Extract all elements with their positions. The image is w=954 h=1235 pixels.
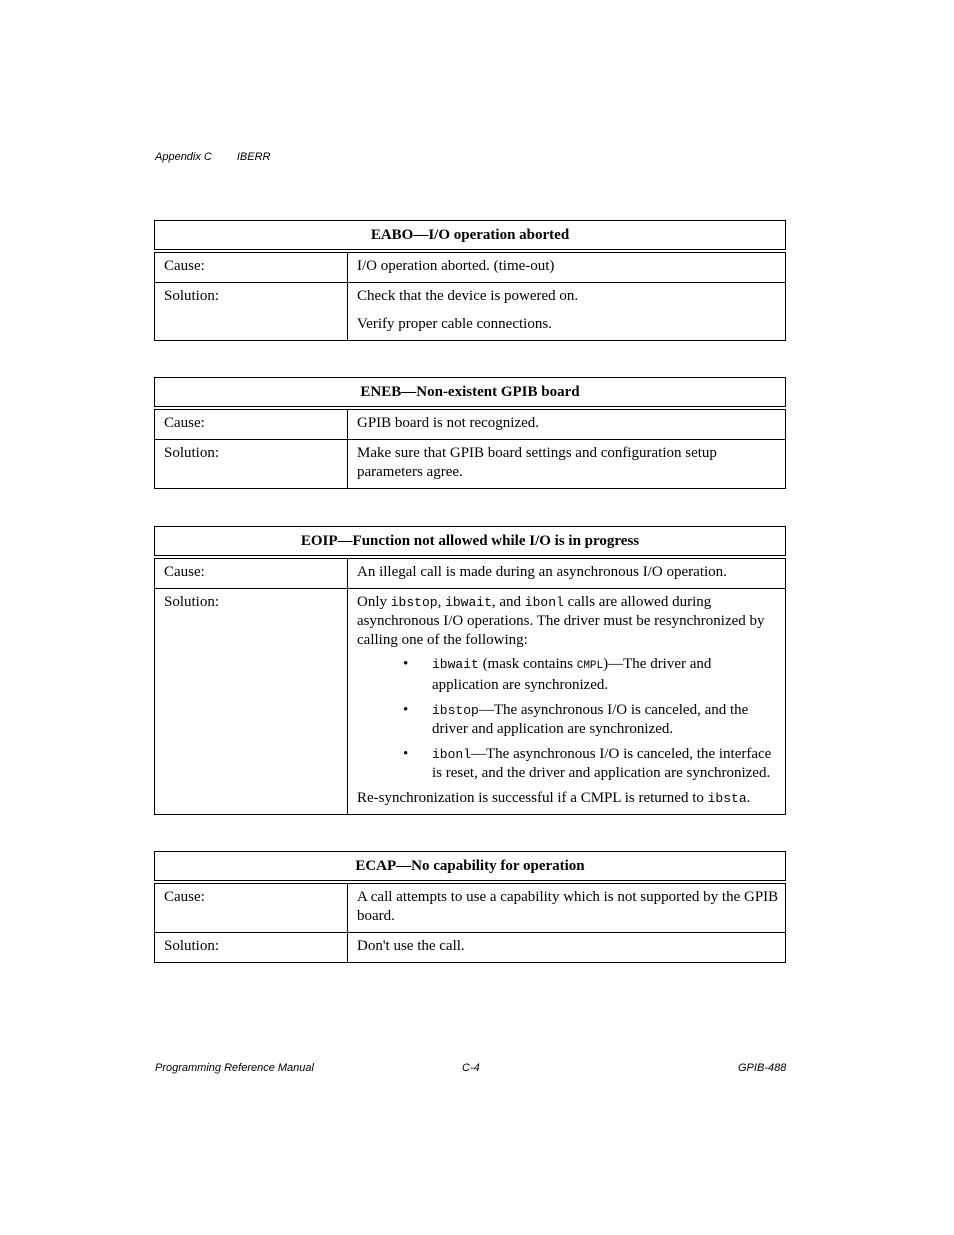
table-row: [155, 283, 786, 341]
cause-label: Cause:: [155, 251, 348, 283]
eoip-title: EOIP—Function not allowed while I/O is in progress: [155, 527, 786, 558]
text: Only: [357, 594, 391, 610]
solution-label: Solution:: [155, 933, 348, 963]
solution-outro: [357, 789, 781, 808]
text: Re-synchronization is successful if a CMPL is returned to: [357, 790, 708, 806]
solution-cell: [348, 589, 786, 815]
footer-product: GPIB-488: [738, 1062, 787, 1074]
eneb-table: [154, 377, 786, 489]
eabo-table: [154, 220, 786, 341]
text: .: [746, 790, 751, 806]
code-cmpl: CMPL: [576, 660, 604, 672]
table-row: [155, 882, 786, 933]
solution-intro: [357, 593, 781, 650]
solution-text: Make sure that GPIB board settings and configuration setup parameters agree.: [348, 440, 786, 489]
footer-page-number: C-4: [462, 1062, 480, 1074]
text: (mask contains: [478, 656, 577, 672]
text: —The asynchronous I/O is canceled, and the driver and application are synchronized.: [432, 702, 749, 737]
list-item: [432, 655, 781, 695]
text: )—The driver and application are synchronized.: [432, 656, 712, 693]
code-ibonl: ibonl: [432, 747, 472, 762]
table-row: [155, 251, 786, 283]
header-appendix: Appendix C: [155, 151, 212, 163]
table-row: [155, 440, 786, 489]
list-item: [432, 701, 781, 739]
code-ibsta: ibsta: [707, 791, 747, 806]
text: ,: [437, 594, 446, 610]
list-item: [432, 745, 781, 783]
solution-text: Check that the device is powered on.: [357, 288, 579, 304]
solution-label: Solution:: [155, 589, 348, 815]
code-ibstop: ibstop: [432, 703, 479, 718]
cause-text: A call attempts to use a capability which is not supported by the GPIB board.: [348, 882, 786, 933]
cause-text: An illegal call is made during an asynchronous I/O operation.: [348, 557, 786, 589]
eoip-table: [154, 526, 786, 815]
cause-text: GPIB board is not recognized.: [348, 408, 786, 440]
solution-text: Verify proper cable connections.: [357, 316, 552, 332]
code-ibstop: ibstop: [390, 595, 438, 610]
solution-text: Don't use the call.: [348, 933, 786, 963]
eabo-title: EABO—I/O operation aborted: [155, 221, 786, 252]
cause-label: Cause:: [155, 557, 348, 589]
bullet-list: [357, 655, 781, 783]
table-row: [155, 408, 786, 440]
ecap-title: ECAP—No capability for operation: [155, 852, 786, 883]
cause-text: I/O operation aborted. (time-out): [348, 251, 786, 283]
table-row: [155, 589, 786, 815]
solution-label: Solution:: [155, 283, 348, 341]
table-row: [155, 557, 786, 589]
text: calls are allowed during asynchronous I/O operations. The driver must be resynchronized by calling one of the following:: [357, 594, 765, 648]
code-ibwait: ibwait: [445, 595, 492, 610]
solution-cell: [348, 283, 786, 341]
code-ibonl: ibonl: [524, 595, 564, 610]
solution-label: Solution:: [155, 440, 348, 489]
code-ibwait: ibwait: [432, 657, 479, 672]
cause-label: Cause:: [155, 882, 348, 933]
table-row: [155, 933, 786, 963]
text: , and: [491, 594, 525, 610]
ecap-table: [154, 851, 786, 963]
cause-label: Cause:: [155, 408, 348, 440]
header-section: IBERR: [236, 151, 271, 163]
page-header: [155, 151, 271, 163]
eneb-title: ENEB—Non-existent GPIB board: [155, 378, 786, 409]
text: —The asynchronous I/O is canceled, the interface is reset, and the driver and application are synchronized.: [432, 746, 772, 781]
footer-manual: Programming Reference Manual: [155, 1062, 314, 1074]
